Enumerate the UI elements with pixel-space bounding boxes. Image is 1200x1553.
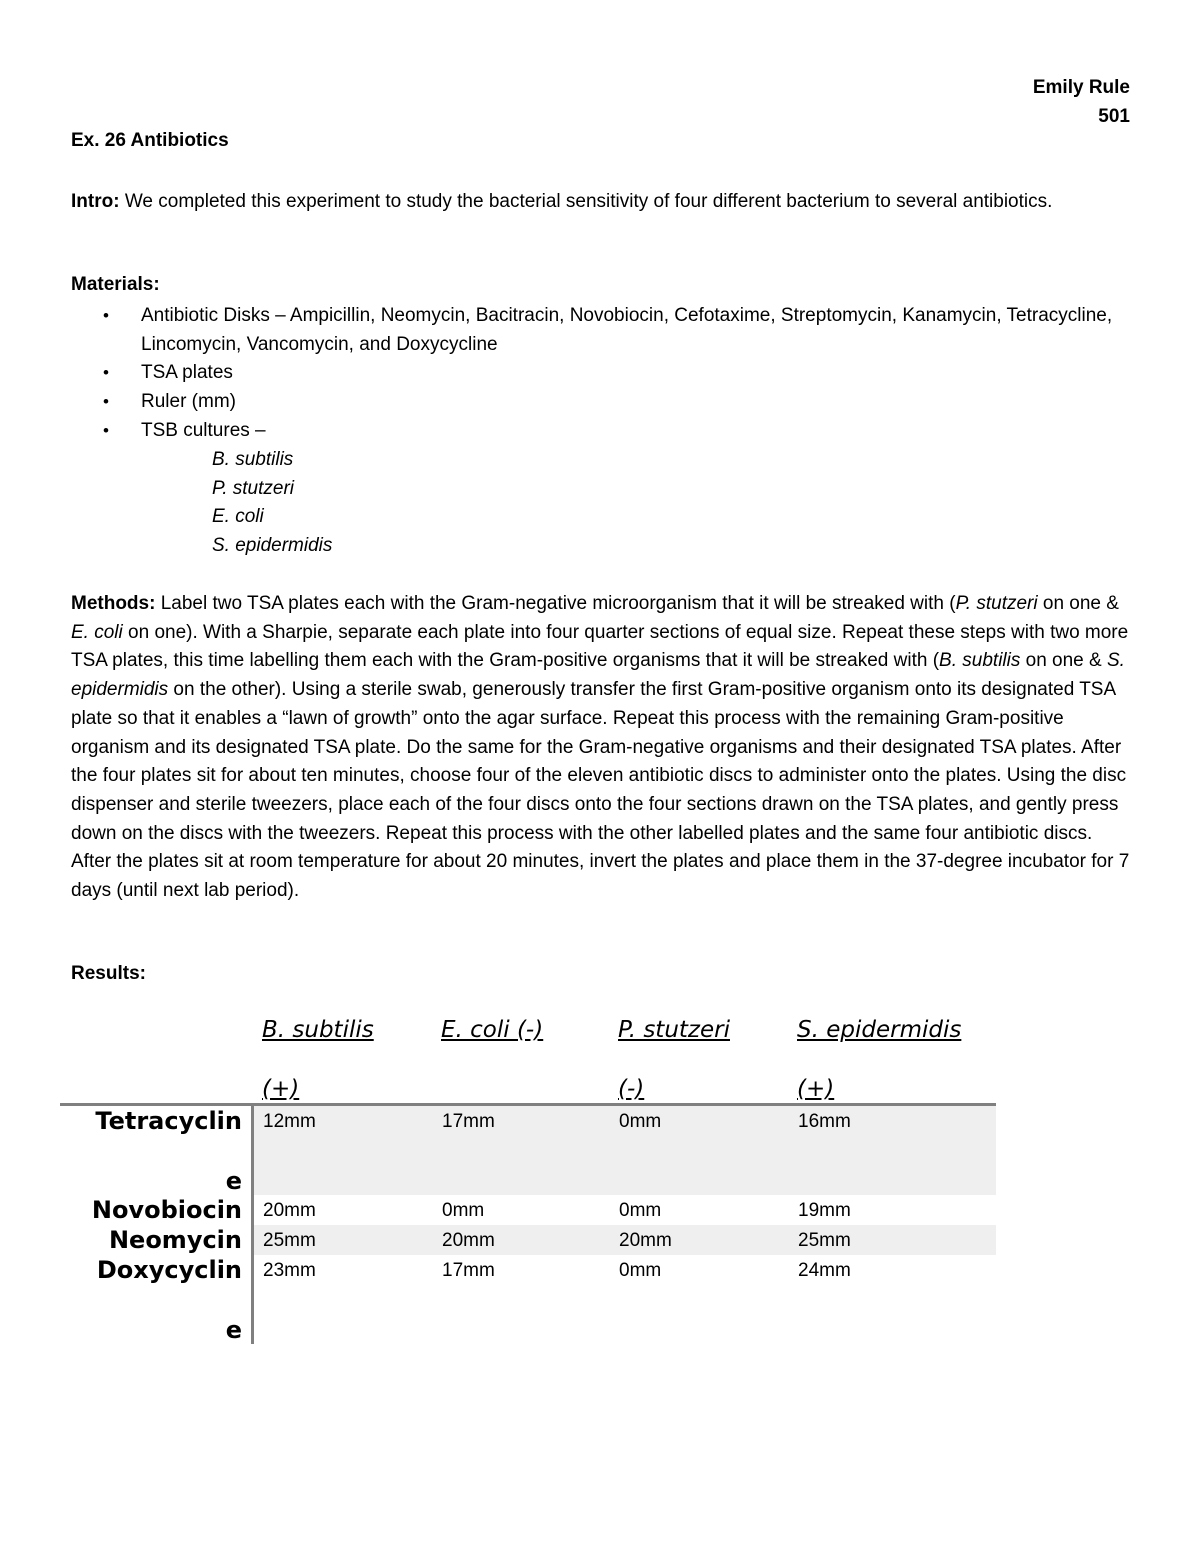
table-cell: 0mm	[442, 1200, 485, 1221]
row-label: Novobiocin	[91, 1196, 242, 1224]
methods-organism: P. stutzeri	[955, 593, 1038, 614]
methods-text: on one &	[1037, 593, 1119, 614]
material-text: TSB cultures –	[141, 419, 266, 441]
culture-item: B. subtilis	[212, 449, 294, 470]
list-item	[71, 302, 1131, 359]
intro-label: Intro:	[71, 191, 120, 212]
materials-list	[71, 302, 1131, 446]
bullet-icon: •	[103, 392, 109, 412]
results-label: Results:	[71, 963, 146, 984]
table-cell: 25mm	[263, 1230, 316, 1251]
material-text: TSA plates	[141, 362, 233, 384]
row-label: Tetracyclin	[95, 1107, 242, 1135]
culture-item: S. epidermidis	[212, 535, 333, 557]
table-cell: 0mm	[619, 1260, 662, 1281]
bullet-icon: •	[103, 363, 109, 383]
row-label-wrap: e	[225, 1167, 242, 1195]
gram-sign: (-)	[618, 1076, 645, 1102]
methods-organism: E. coli	[71, 621, 123, 643]
table-cell: 20mm	[263, 1200, 316, 1221]
table-cell: 16mm	[798, 1111, 851, 1132]
table-cell: 20mm	[442, 1230, 495, 1251]
culture-item: P. stutzeri	[212, 477, 295, 499]
table-label-rule	[251, 1106, 254, 1344]
header-block	[1033, 73, 1130, 131]
table-cell: 17mm	[442, 1111, 495, 1132]
table-cell: 19mm	[798, 1200, 851, 1221]
row-label-wrap: e	[225, 1316, 242, 1344]
methods-text: on one &	[1020, 650, 1107, 672]
list-item	[71, 359, 1131, 388]
methods-organism: B. subtilis	[939, 650, 1021, 672]
material-text: Antibiotic Disks – Ampicillin, Neomycin, Bacitracin, Novobiocin, Cefotaxime, Streptomycin, Kanamycin, Tetracycline, Lincomycin, Vancomycin, and Doxycycline	[141, 305, 1113, 355]
column-header: S. epidermidis	[797, 1017, 962, 1043]
table-cell: 23mm	[263, 1260, 316, 1281]
table-cell: 0mm	[619, 1200, 662, 1221]
materials-label: Materials:	[71, 274, 160, 295]
table-cell: 20mm	[619, 1230, 672, 1251]
gram-sign: (+)	[262, 1076, 300, 1102]
culture-item: E. coli	[212, 506, 264, 528]
row-label: Neomycin	[108, 1226, 242, 1254]
methods-text: Label two TSA plates each with the Gram-negative microorganism that it will be streaked with (	[155, 593, 956, 614]
section-number: 501	[1098, 106, 1130, 127]
methods-label: Methods:	[71, 593, 156, 614]
bullet-icon: •	[103, 420, 109, 440]
bullet-icon: •	[103, 306, 109, 325]
methods-text: on one). With a Sharpie, separate each plate into four quarter sections of equal size. Repeat these steps with two more TSA plates, this time labelling them each with the Gram-positive organisms that it will be streaked with (	[71, 621, 1129, 672]
list-item	[71, 388, 1131, 417]
table-cell: 17mm	[442, 1260, 495, 1281]
author-name: Emily Rule	[1032, 77, 1130, 98]
culture-list	[212, 446, 332, 561]
column-header: B. subtilis	[262, 1017, 374, 1043]
row-label: Doxycyclin	[96, 1256, 242, 1284]
methods-paragraph	[71, 590, 1131, 906]
intro-paragraph	[71, 188, 1131, 217]
table-cell: 0mm	[619, 1111, 662, 1132]
table-cell: 24mm	[798, 1260, 851, 1281]
table-cell: 12mm	[263, 1111, 316, 1132]
intro-text: We completed this experiment to study the bacterial sensitivity of four different bacterium to several antibiotics.	[119, 191, 1053, 212]
material-text: Ruler (mm)	[141, 391, 236, 413]
methods-text: on the other). Using a sterile swab, generously transfer the first Gram-positive organism onto its designated TSA plate so that it enables a “lawn of growth” onto the agar surface. Repeat this process with the remaining Gram-positive organism and its designated TSA plate. Do the same for the Gram-negative organisms and their designated TSA plates. After the four plates sit for about ten minutes, choose four of the eleven antibiotic discs to administer onto the plates. Using the disc dispenser and sterile tweezers, place each of the four discs onto the four sections drawn on the TSA plates, and gently press down on the discs with the tweezers. Repeat this process with the other labelled plates and the same four antibiotic discs. After the plates sit at room temperature for about 20 minutes, invert the plates and place them in the 37-degree incubator for 7 days (until next lab period).	[71, 679, 1130, 902]
gram-sign: (+)	[797, 1076, 835, 1102]
column-header: P. stutzeri	[618, 1017, 730, 1043]
methods-organism: S. epidermidis	[71, 650, 1125, 701]
column-header: E. coli (-)	[441, 1017, 544, 1043]
table-cell: 25mm	[798, 1230, 851, 1251]
list-item	[71, 417, 1131, 446]
document-title: Ex. 26 Antibiotics	[71, 130, 229, 151]
